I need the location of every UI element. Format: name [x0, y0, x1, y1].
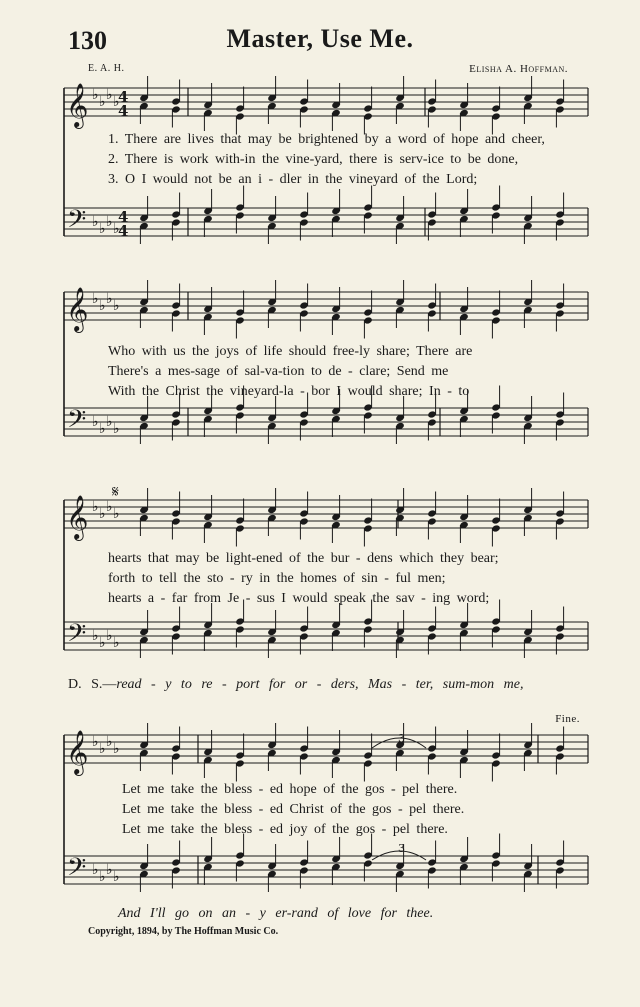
lyric-verse-3: Let me take the bless - ed joy of the gos - pel there.	[122, 822, 448, 837]
bass-clef-icon: 𝄢	[67, 619, 87, 654]
flat-icon: ♭	[106, 628, 113, 644]
time-signature: 4	[118, 102, 129, 120]
fine-marker: Fine.	[555, 713, 580, 725]
flat-icon: ♭	[92, 414, 99, 430]
flat-icon: ♭	[106, 734, 113, 750]
time-signature: 4	[118, 88, 129, 106]
treble-clef-icon: 𝄞	[66, 287, 89, 331]
lyric-verse-2: forth to tell the sto - ry in the homes of sin - ful men;	[108, 571, 446, 586]
time-signature: 4	[118, 222, 129, 240]
ds-line	[68, 677, 523, 693]
flat-icon: ♭	[99, 506, 106, 522]
lyric-verse-2: Let me take the bless - ed Christ of the gos - pel there.	[122, 802, 465, 817]
flat-icon: ♭	[106, 499, 113, 515]
treble-clef-icon: 𝄞	[66, 730, 89, 774]
flat-icon: ♭	[99, 869, 106, 885]
flat-icon: ♭	[92, 628, 99, 644]
flat-icon: ♭	[106, 214, 113, 230]
lyrics-system-1	[108, 130, 588, 190]
triplet-mark: 3	[398, 842, 405, 855]
flat-icon: ♭	[99, 298, 106, 314]
lyric-verse-1: Let me take the bless - ed hope of the gos - pel there.	[122, 782, 458, 797]
bass-clef-icon: 𝄢	[67, 405, 87, 440]
flat-icon: ♭	[92, 499, 99, 515]
lyric-verse-3: 3. O I would not be an i - dler in the vineyard of the Lord;	[108, 172, 478, 187]
lyrics-system-3	[108, 549, 588, 609]
bass-clef-icon: 𝄢	[67, 853, 87, 888]
flat-icon: ♭	[92, 87, 99, 103]
triplet-mark: 3	[398, 732, 405, 745]
ds-label: D. S.—	[68, 677, 117, 692]
flat-icon: ♭	[99, 94, 106, 110]
hymn-title: Master, Use Me.	[226, 24, 414, 53]
lyric-verse-2: There's a mes-sage of sal-va-tion to de - clare; Send me	[108, 364, 449, 379]
segno-icon: 𝄋	[112, 482, 119, 501]
flat-icon: ♭	[113, 94, 120, 110]
flat-icon: ♭	[113, 869, 120, 885]
composer-credit: E. A. H.	[88, 63, 125, 74]
flat-icon: ♭	[113, 741, 120, 757]
time-signature: 4	[118, 208, 129, 226]
flat-icon: ♭	[92, 214, 99, 230]
refrain-bottom: And I'll go on an - y er-rand of love for thee.	[118, 906, 434, 921]
flat-icon: ♭	[106, 862, 113, 878]
flat-icon: ♭	[113, 421, 120, 437]
ds-text: read - y to re - port for or - ders, Mas - ter, sum-mon me,	[116, 677, 524, 692]
flat-icon: ♭	[106, 414, 113, 430]
lyric-verse-2: 2. There is work with-in the vine-yard, there is serv-ice to be done,	[108, 152, 519, 167]
flat-icon: ♭	[92, 862, 99, 878]
flat-icon: ♭	[92, 734, 99, 750]
lyric-verse-3: With the Christ the vineyard-la - bor I would share; In - to	[108, 384, 470, 399]
flat-icon: ♭	[99, 421, 106, 437]
flat-icon: ♭	[113, 635, 120, 651]
lyric-verse-1: Who with us the joys of life should free-ly share; There are	[108, 344, 473, 359]
flat-icon: ♭	[99, 741, 106, 757]
lyric-verse-1: 1. There are lives that may be brightened by a word of hope and cheer,	[108, 132, 545, 147]
flat-icon: ♭	[99, 221, 106, 237]
flat-icon: ♭	[113, 221, 120, 237]
flat-icon: ♭	[92, 291, 99, 307]
flat-icon: ♭	[106, 291, 113, 307]
treble-clef-icon: 𝄞	[66, 83, 89, 127]
page-number: 130	[68, 26, 107, 55]
flat-icon: ♭	[113, 506, 120, 522]
flat-icon: ♭	[99, 635, 106, 651]
treble-clef-icon: 𝄞	[66, 495, 89, 539]
bass-clef-icon: 𝄢	[67, 205, 87, 240]
flat-icon: ♭	[113, 298, 120, 314]
lyrics-system-4	[122, 780, 602, 840]
author-credit: Elisha A. Hoffman.	[469, 63, 568, 75]
flat-icon: ♭	[106, 87, 113, 103]
lyric-verse-1: hearts that may be light-ened of the bur - dens which they bear;	[108, 551, 499, 566]
lyrics-system-2	[108, 342, 588, 402]
lyric-verse-3: hearts a - far from Je - sus I would speak the sav - ing word;	[108, 591, 490, 606]
copyright: Copyright, 1894, by The Hoffman Music Co.	[88, 926, 279, 937]
